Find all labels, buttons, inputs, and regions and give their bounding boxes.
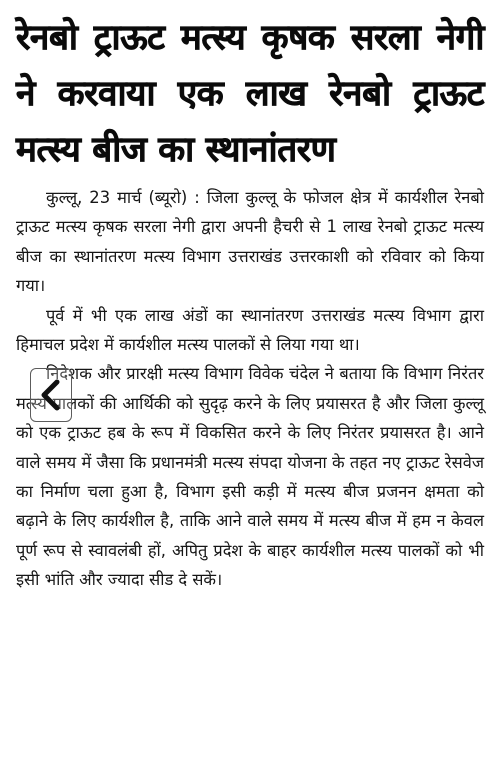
article-dateline: कुल्लू, 23 मार्च (ब्यूरो) :: [46, 188, 200, 207]
back-button[interactable]: [30, 368, 72, 422]
article-paragraph-3: निदेशक और प्रारक्षी मत्स्य विभाग विवेक चंदेल ने बताया कि विभाग निरंतर मत्स्य पालकों की आर्थिकी को सुदृढ़ करने के लिए प्रयासरत है और जिला कुल्लू को एक ट्राऊट हब के रूप में विकसित करने के लिए निरंतर प्रयासरत है। आने वाले समय में जैसा कि प्रधानमंत्री मत्स्य संपदा योजना के तहत नए ट्राऊट रेसवेज का निर्माण चला हुआ है, विभाग इसी कड़ी में मत्स्य बीज प्रजनन क्षमता को बढ़ाने के लिए कार्यशील है, ताकि आने वाले समय में मत्स्य बीज में हम न केवल पूर्ण रूप से स्वावलंबी हों, अपितु प्रदेश के बाहर कार्यशील मत्स्य पालकों को भी इसी भांति और ज्यादा सीड दे सकें।: [16, 364, 484, 590]
article-body: [16, 183, 484, 595]
article-headline: रेनबो ट्राऊट मत्स्य कृषक सरला नेगी ने करवाया एक लाख रेनबो ट्राऊट मत्स्य बीज का स्थानांतरण: [16, 18, 484, 170]
article-paragraph-1: [16, 183, 484, 301]
chevron-left-icon: [37, 379, 65, 411]
article-paragraph-1-text: जिला कुल्लू के फोजल क्षेत्र में कार्यशील रेनबो ट्राऊट मत्स्य कृषक सरला नेगी द्वारा अपनी हैचरी से 1 लाख रेनबो ट्राऊट मत्स्य बीज का स्थानांतरण मत्स्य विभाग उत्तराखंड उत्तरकाशी को रविवार को किया गया।: [16, 188, 484, 296]
article-paragraph-2: पूर्व में भी एक लाख अंडों का स्थानांतरण उत्तराखंड मत्स्य विभाग द्वारा हिमाचल प्रदेश में कार्यशील मत्स्य पालकों से लिया गया था।: [16, 305, 484, 355]
